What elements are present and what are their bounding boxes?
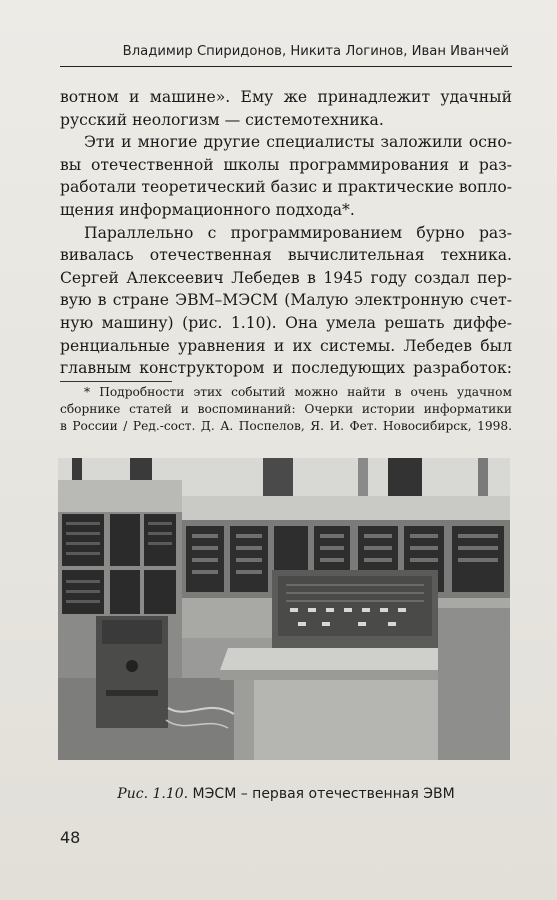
main-text [60, 86, 512, 380]
text-line: Эти и многие другие специалисты заложили осно- [84, 133, 512, 152]
text-line: вивалась отечественная вычислительная техника. [60, 246, 512, 265]
text-line: щения информационного подхода*. [60, 200, 355, 219]
footnote-line: в России / Ред.-сост. Д. А. Поспелов, Я. И. Фет. Новосибирск, 1998. [60, 419, 512, 434]
mesm-photo [58, 458, 510, 760]
running-head: Владимир Спиридонов, Никита Логинов, Иван Иванчей [122, 44, 509, 59]
footnote-line: сборнике статей и воспоминаний: Очерки истории информатики [60, 402, 512, 417]
figure-caption [60, 786, 512, 802]
text-line: вы отечественной школы программирования и раз- [60, 155, 512, 174]
text-line: русский неологизм — системотехника. [60, 110, 384, 129]
mesm-computer-illustration [58, 458, 510, 760]
text-line: главным конструктором и последующих разработок: [60, 359, 512, 378]
footnote-rule [60, 381, 172, 382]
text-line: ную машину) (рис. 1.10). Она умела решать диффе- [60, 313, 512, 332]
text-line: ренциальные уравнения и их системы. Лебедев был [60, 336, 512, 355]
page-number: 48 [60, 828, 81, 847]
footnote-line: * Подробности этих событий можно найти в очень удачном [84, 385, 512, 399]
text-line: Параллельно с программированием бурно раз- [84, 223, 512, 242]
text-line: работали теоретический базис и практические вопло- [60, 178, 512, 197]
text-line: Сергей Алексеевич Лебедев в 1945 году создал пер- [60, 268, 512, 287]
caption-text: МЭСМ – первая отечественная ЭВМ [188, 786, 455, 802]
footnote [60, 384, 512, 436]
text-line: вотном и машине». Ему же принадлежит удачный [60, 88, 512, 106]
header-rule [60, 66, 512, 67]
text-line: вую в стране ЭВМ–МЭСМ (Малую электронную счет- [60, 291, 512, 310]
figure-label: Рис. 1.10. [117, 786, 189, 802]
